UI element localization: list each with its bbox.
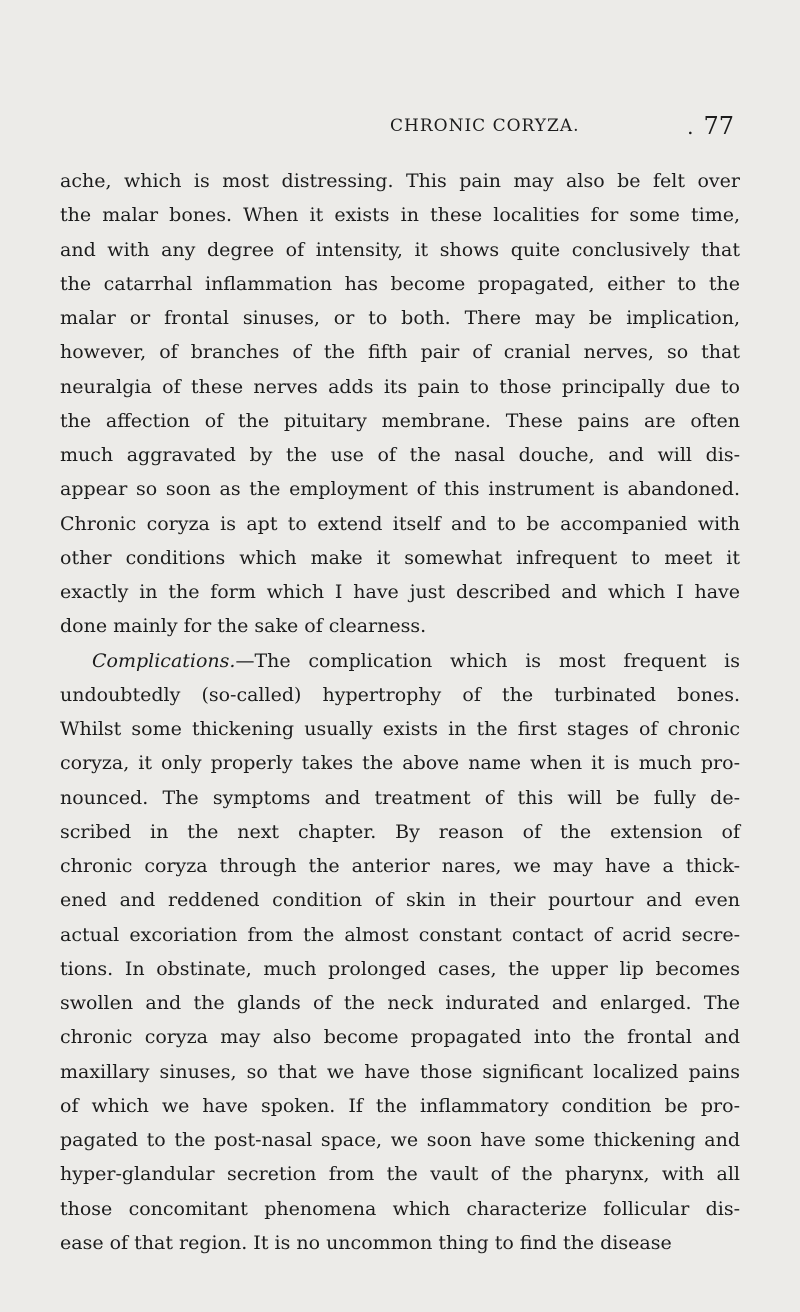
text-line: Whilst some thickening usually exists in the first stages of chronic (60, 718, 740, 740)
running-title: CHRONIC CORYZA. (390, 116, 580, 136)
paragraph-first-line (60, 644, 740, 678)
running-head (60, 112, 740, 146)
text-line: those concomitant phenomena which characterize follicular dis- (60, 1197, 740, 1220)
text-segment: —The complication which is most frequent is (235, 649, 740, 672)
section-heading: Complications. (92, 649, 236, 672)
text-line: Chronic coryza is apt to extend itself and to be accompanied with (60, 512, 740, 535)
text-line: neuralgia of these nerves adds its pain to those principally due to (60, 375, 740, 398)
text-line: nounced. The symptoms and treatment of this will be fully de- (60, 786, 740, 809)
text-line: pagated to the post-nasal space, we soon have some thickening and (60, 1129, 740, 1151)
text-line: appear so soon as the employment of this instrument is abandoned. (60, 478, 740, 501)
text-line: tions. In obstinate, much prolonged cases, the upper lip becomes (60, 957, 740, 980)
text-line: malar or frontal sinuses, or to both. There may be implication, (60, 307, 740, 329)
text-line: ease of that region. It is no uncommon thing to find the disease (60, 1231, 672, 1254)
text-line: undoubtedly (so-called) hypertrophy of the turbinated bones. (60, 683, 740, 706)
body-text (60, 164, 740, 1260)
text-line: other conditions which make it somewhat infrequent to meet it (60, 546, 740, 569)
text-line: actual excoriation from the almost constant contact of acrid secre- (60, 923, 740, 946)
text-line: and with any degree of intensity, it shows quite conclusively that (60, 238, 740, 261)
text-line: chronic coryza may also become propagated into the frontal and (60, 1026, 740, 1049)
text-line: coryza, it only properly takes the above name when it is much pro- (60, 752, 740, 775)
text-line: scribed in the next chapter. By reason of the extension of (60, 820, 740, 843)
text-line: swollen and the glands of the neck indurated and enlarged. The (60, 992, 740, 1014)
text-line: ache, which is most distressing. This pain may also be felt over (60, 170, 740, 192)
text-line: exactly in the form which I have just described and which I have (60, 581, 740, 603)
text-line: hyper-glandular secretion from the vault of the pharynx, with all (60, 1163, 740, 1186)
text-line: ened and reddened condition of skin in their pourtour and even (60, 889, 740, 912)
text-line: much aggravated by the use of the nasal douche, and will dis- (60, 444, 740, 466)
text-line: done mainly for the sake of clearness. (60, 615, 427, 638)
text-line: the malar bones. When it exists in these localities for some time, (60, 204, 740, 227)
page-number: . 77 (687, 112, 734, 140)
text-line: however, of branches of the fifth pair of cranial nerves, so that (60, 341, 740, 364)
text-line: the affection of the pituitary membrane. These pains are often (60, 409, 740, 432)
text-line: the catarrhal inflammation has become propagated, either to the (60, 272, 740, 295)
text-line: maxillary sinuses, so that we have those significant localized pains (60, 1060, 740, 1083)
text-line: chronic coryza through the anterior nares, we may have a thick- (60, 855, 740, 877)
text-line: of which we have spoken. If the inflammatory condition be pro- (60, 1094, 740, 1117)
